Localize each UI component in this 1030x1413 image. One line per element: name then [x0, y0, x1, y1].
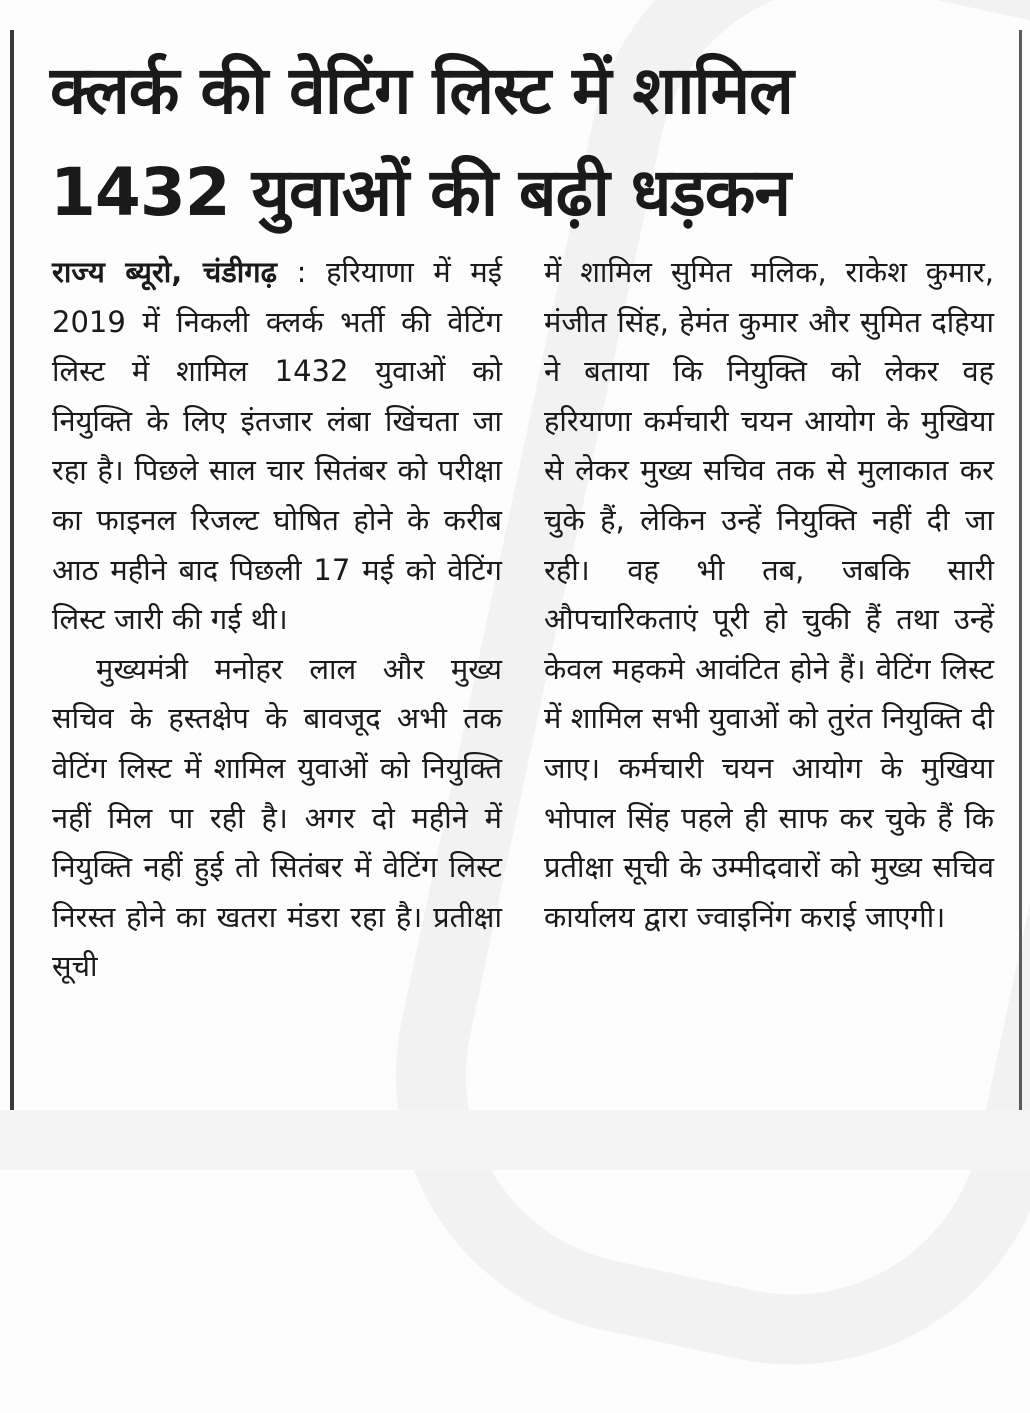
byline: राज्य ब्यूरो, चंडीगढ़	[52, 255, 277, 289]
column-rule-right	[1019, 30, 1022, 1110]
article-paragraph-1	[52, 248, 502, 645]
paragraph-1-text: : हरियाणा में मई 2019 में निकली क्लर्क भर्ती की वेटिंग लिस्ट में शामिल 1432 युवाओं को नियुक्ति के लिए इंतजार लंबा खिंचता जा रहा है। पिछले साल चार सितंबर को परीक्षा का फाइनल रिजल्ट घोषित होने के करीब आठ महीने बाद पिछली 17 मई को वेटिंग लिस्ट जारी की गई थी।	[52, 255, 503, 637]
headline	[50, 40, 1010, 245]
page-bottom-margin	[0, 1110, 1030, 1170]
article-column-left	[52, 248, 502, 992]
article-paragraph-3: में शामिल सुमित मलिक, राकेश कुमार, मंजीत सिंह, हेमंत कुमार और सुमित दहिया ने बताया कि नियुक्ति को लेकर वह हरियाणा कर्मचारी चयन आयोग के मुखिया से लेकर मुख्य सचिव तक से मुलाकात कर चुके हैं, लेकिन उन्हें नियुक्ति नहीं दी जा रही। वह भी तब, जबकि सारी औपचारिकताएं पूरी हो चुकी हैं तथा उन्हें केवल महकमे आवंटित होने हैं। वेटिंग लिस्ट में शामिल सभी युवाओं को तुरंत नियुक्ति दी जाए। कर्मचारी चयन आयोग के मुखिया भोपाल सिंह पहले ही साफ कर चुके हैं कि प्रतीक्षा सूची के उम्मीदवारों को मुख्य सचिव कार्यालय द्वारा ज्वाइनिंग कराई जाएगी।	[544, 255, 994, 934]
headline-line-1: क्लर्क की वेटिंग लिस्ट में शामिल	[50, 52, 793, 129]
article-column-right	[544, 248, 994, 942]
headline-line-2: 1432 युवाओं की बढ़ी धड़कन	[50, 154, 791, 232]
article-paragraph-2: मुख्यमंत्री मनोहर लाल और मुख्य सचिव के हस्तक्षेप के बावजूद अभी तक वेटिंग लिस्ट में शामिल युवाओं को नियुक्ति नहीं मिल पा रही है। अगर दो महीने में नियुक्ति नहीं हुई तो सितंबर में वेटिंग लिस्ट निरस्त होने का खतरा मंडरा रहा है। प्रतीक्षा सूची	[52, 651, 502, 984]
column-rule-left	[10, 30, 14, 1110]
